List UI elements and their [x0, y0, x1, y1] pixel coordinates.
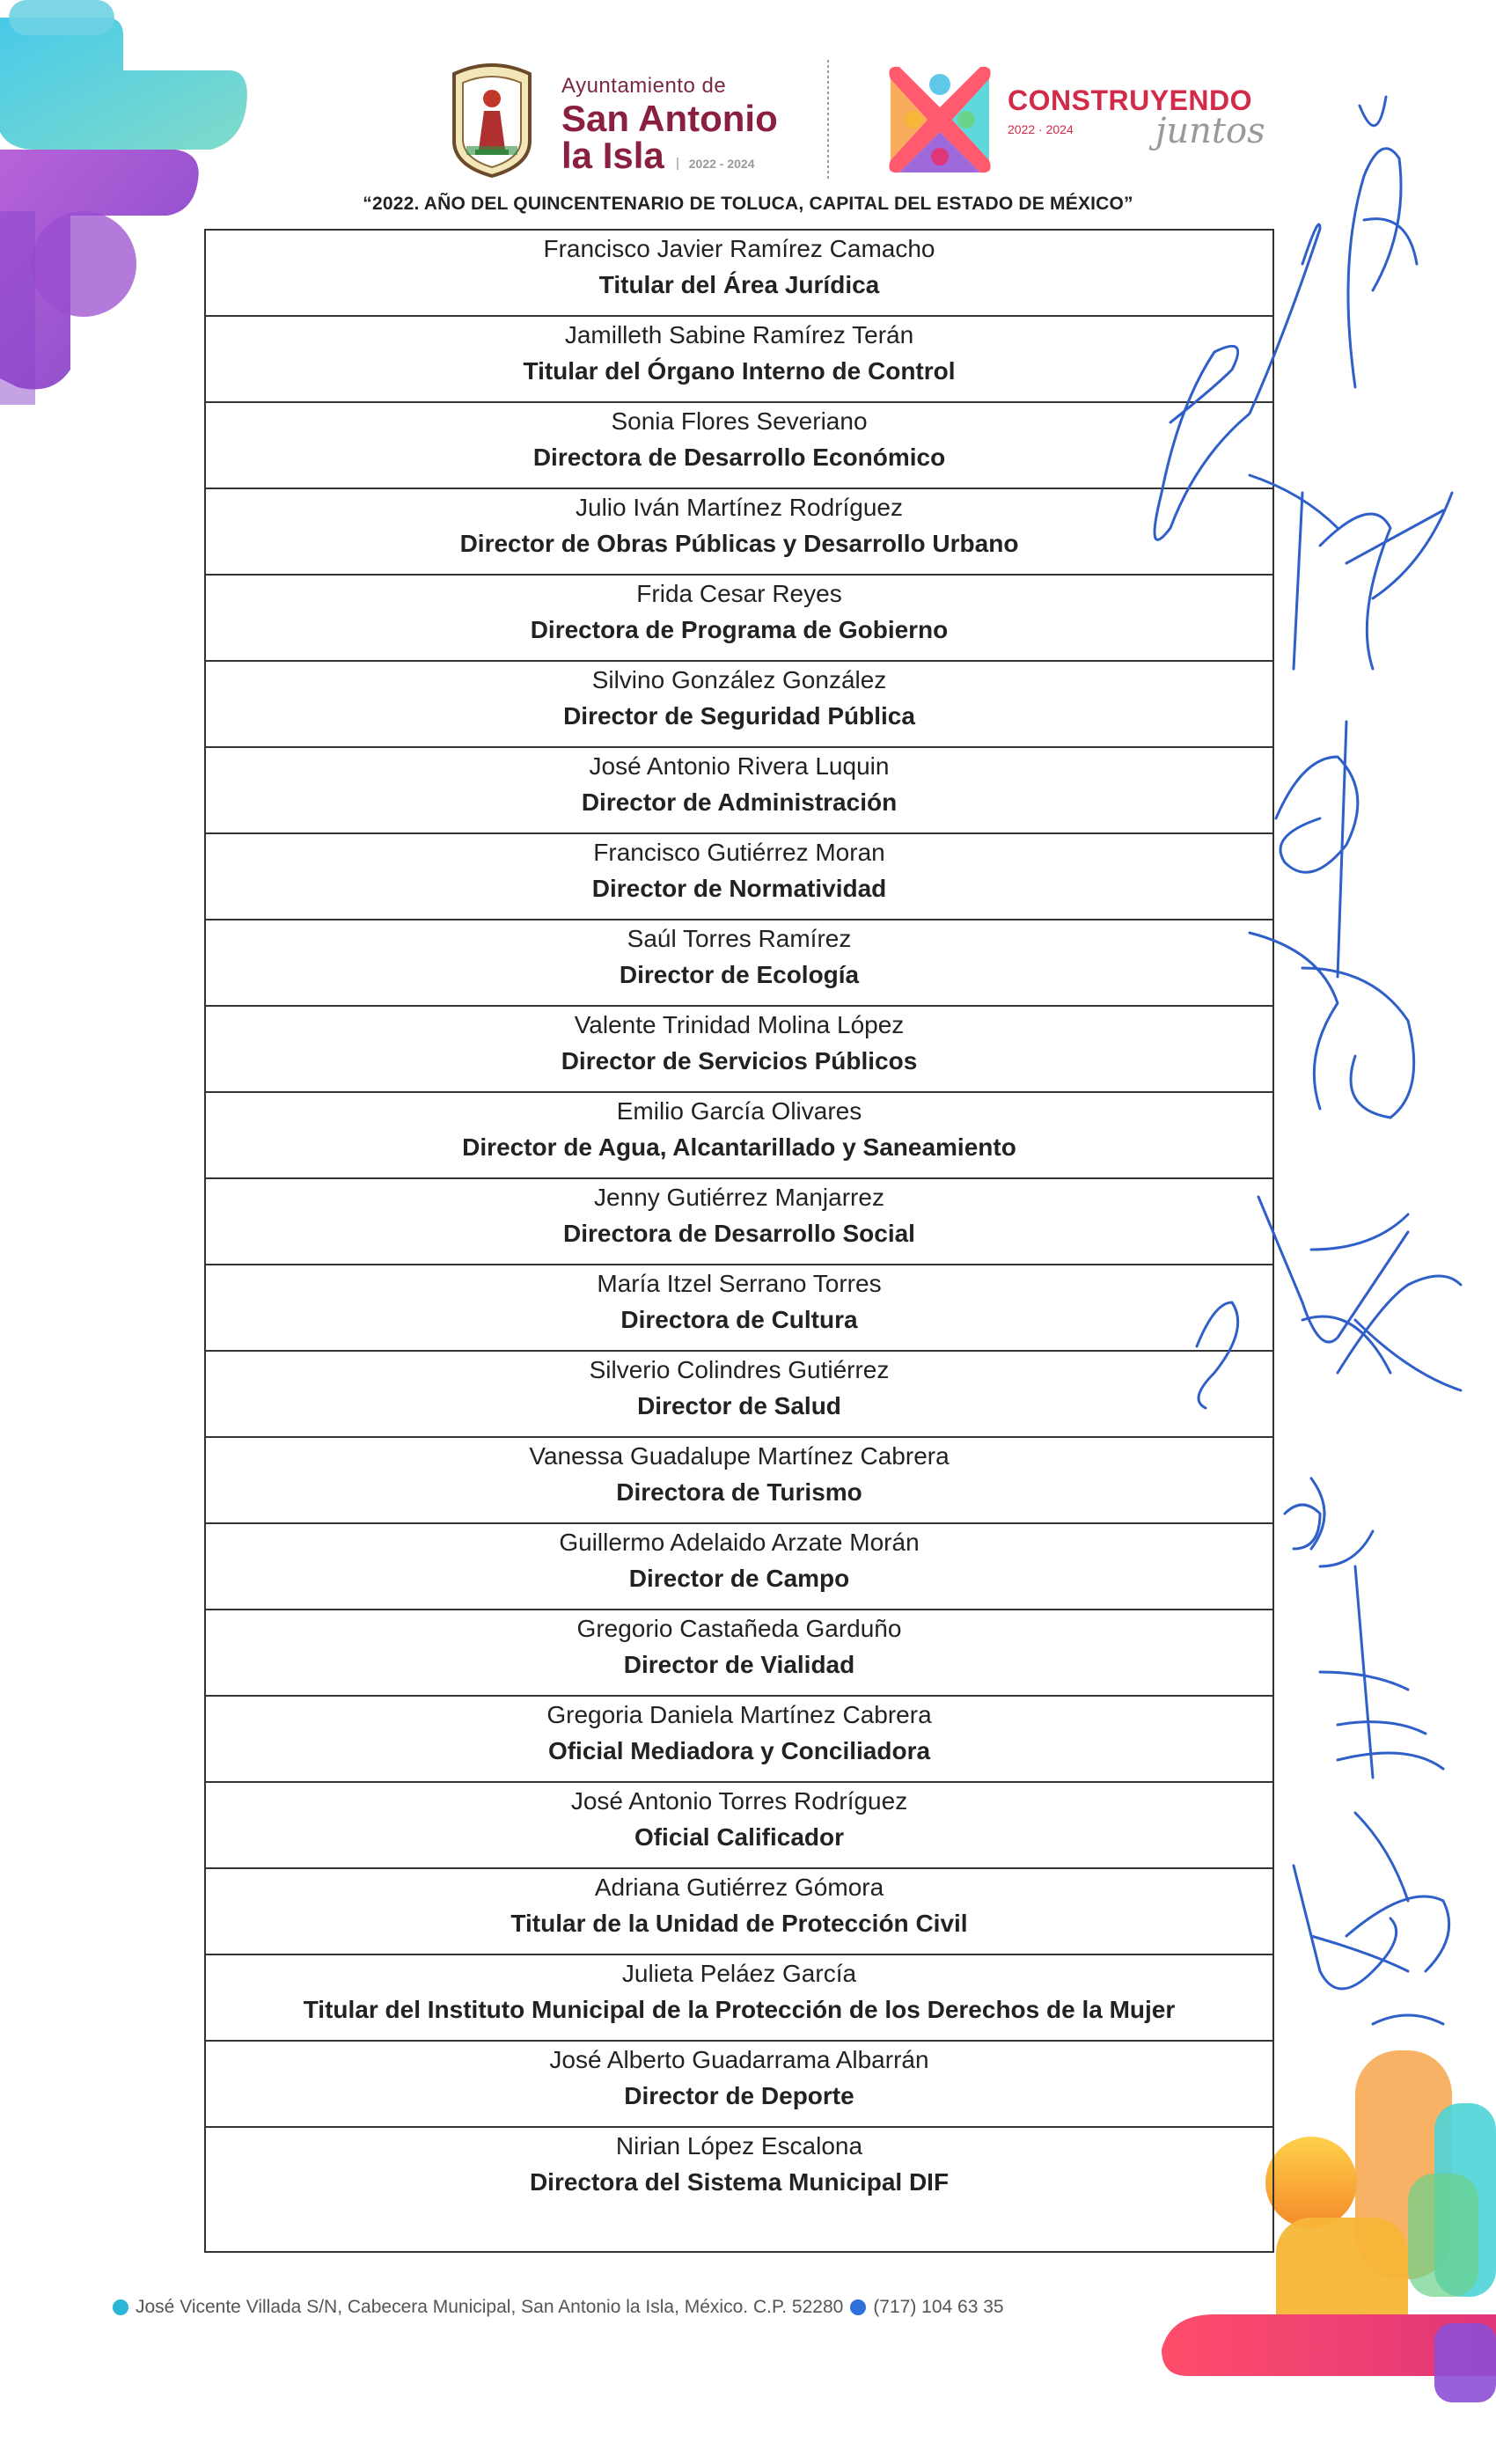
officials-signature-table	[204, 229, 1274, 2253]
official-title: Directora de Cultura	[620, 1306, 858, 1333]
administration-period: 2022 - 2024	[677, 158, 755, 170]
official-name: José Alberto Guadarrama Albarrán	[549, 2046, 929, 2073]
phone-icon	[850, 2299, 866, 2315]
table-row	[206, 660, 1272, 746]
signature-11	[1346, 1896, 1449, 2024]
official-name: Jenny Gutiérrez Manjarrez	[594, 1184, 884, 1211]
official-name: Silverio Colindres Gutiérrez	[589, 1356, 890, 1383]
official-title: Director de Seguridad Pública	[563, 702, 915, 730]
signature-1	[1348, 97, 1417, 387]
table-row	[206, 1350, 1272, 1436]
table-row	[206, 1781, 1272, 1867]
official-name: Gregoria Daniela Martínez Cabrera	[546, 1701, 932, 1728]
official-title: Director de Deporte	[624, 2082, 854, 2109]
footer-contact	[113, 2297, 1004, 2318]
table-row	[206, 574, 1272, 660]
official-title: Titular del Instituto Municipal de la Protección de los Derechos de la Mujer	[303, 1996, 1176, 2023]
official-title: Director de Normatividad	[591, 875, 887, 902]
official-title: Directora de Turismo	[616, 1478, 862, 1506]
vertical-divider	[820, 60, 836, 180]
table-row	[206, 401, 1272, 488]
table-row	[206, 2040, 1272, 2126]
official-title: Director de Salud	[637, 1392, 841, 1419]
table-row	[206, 1436, 1272, 1522]
official-name: Vanessa Guadalupe Martínez Cabrera	[529, 1442, 950, 1470]
table-row	[206, 1695, 1272, 1781]
municipality-line1: San Antonio	[561, 98, 778, 139]
official-name: Francisco Javier Ramírez Camacho	[543, 235, 935, 262]
table-row	[206, 1177, 1272, 1264]
campaign-years: 2022 · 2024	[1008, 122, 1074, 136]
table-row	[206, 746, 1272, 832]
official-name: Saúl Torres Ramírez	[627, 925, 852, 952]
official-title: Director de Vialidad	[623, 1651, 855, 1678]
official-title: Oficial Calificador	[634, 1823, 845, 1851]
signature-9	[1320, 1566, 1443, 1778]
official-title: Directora del Sistema Municipal DIF	[529, 2168, 950, 2196]
construyendo-x-logo-icon	[878, 58, 1001, 181]
official-title: Directora de Programa de Gobierno	[530, 616, 949, 643]
letterhead	[440, 58, 1276, 190]
table-row	[206, 1522, 1272, 1609]
signature-7	[1311, 1214, 1461, 1390]
table-row	[206, 1867, 1272, 1954]
signature-5	[1250, 933, 1414, 1118]
official-name: María Itzel Serrano Torres	[597, 1270, 882, 1297]
table-row	[206, 488, 1272, 574]
official-title: Titular del Órgano Interno de Control	[523, 357, 956, 385]
table-row	[206, 315, 1272, 401]
official-name: Sonia Flores Severiano	[611, 407, 868, 435]
municipality-name	[561, 76, 778, 174]
table-row	[206, 1609, 1272, 1695]
campaign-title: CONSTRUYENDO	[1008, 84, 1253, 116]
table-row	[206, 919, 1272, 1005]
official-name: Gregorio Castañeda Garduño	[576, 1615, 902, 1642]
official-title: Titular de la Unidad de Protección Civil	[510, 1910, 968, 1937]
table-row	[206, 2126, 1272, 2253]
table-row	[206, 1264, 1272, 1350]
official-name: Julio Iván Martínez Rodríguez	[576, 494, 903, 521]
location-icon	[113, 2299, 128, 2315]
table-row	[206, 1091, 1272, 1177]
signature-10	[1294, 1813, 1408, 1989]
official-title: Director de Obras Públicas y Desarrollo Urbano	[459, 530, 1019, 557]
official-title: Director de Servicios Públicos	[561, 1047, 918, 1074]
campaign-brand	[1008, 84, 1265, 151]
footer-phone: (717) 104 63 35	[873, 2297, 1004, 2317]
municipal-crest-icon	[449, 62, 535, 178]
official-name: Valente Trinidad Molina López	[574, 1011, 905, 1038]
official-name: Jamilleth Sabine Ramírez Terán	[564, 321, 914, 348]
official-title: Oficial Mediadora y Conciliadora	[547, 1737, 931, 1764]
official-name: Francisco Gutiérrez Moran	[593, 839, 885, 866]
official-name: Silvino González González	[591, 666, 887, 693]
official-name: Guillermo Adelaido Arzate Morán	[559, 1529, 920, 1556]
signature-4	[1276, 722, 1358, 977]
table-row	[206, 832, 1272, 919]
municipality-line2: la Isla	[561, 135, 664, 176]
official-name: Emilio García Olivares	[616, 1097, 862, 1125]
official-name: Adriana Gutiérrez Gómora	[594, 1874, 884, 1901]
official-title: Director de Ecología	[619, 961, 860, 988]
signature-8	[1285, 1478, 1373, 1566]
official-title: Directora de Desarrollo Social	[563, 1220, 915, 1247]
official-title: Director de Agua, Alcantarillado y Saneamiento	[462, 1133, 1016, 1161]
table-row	[206, 1005, 1272, 1091]
official-name: José Antonio Rivera Luquin	[589, 752, 890, 780]
official-name: Julieta Peláez García	[621, 1960, 857, 1987]
official-name: José Antonio Torres Rodríguez	[570, 1787, 908, 1815]
footer-address: José Vicente Villada S/N, Cabecera Municipal, San Antonio la Isla, México. C.P. 52280	[136, 2297, 844, 2317]
ayuntamiento-label: Ayuntamiento de	[561, 74, 727, 98]
official-title: Titular del Área Jurídica	[598, 271, 880, 298]
official-title: Director de Campo	[628, 1565, 850, 1592]
table-row	[206, 229, 1272, 315]
year-motto: “2022. AÑO DEL QUINCENTENARIO DE TOLUCA, CAPITAL DEL ESTADO DE MÉXICO”	[363, 194, 1133, 214]
signature-3	[1250, 475, 1452, 669]
official-title: Directora de Desarrollo Económico	[532, 444, 946, 471]
official-name: Frida Cesar Reyes	[636, 580, 842, 607]
official-name: Nirian López Escalona	[615, 2132, 863, 2160]
table-row	[206, 1954, 1272, 2040]
campaign-script: juntos	[1155, 111, 1265, 151]
official-title: Director de Administración	[581, 788, 898, 816]
